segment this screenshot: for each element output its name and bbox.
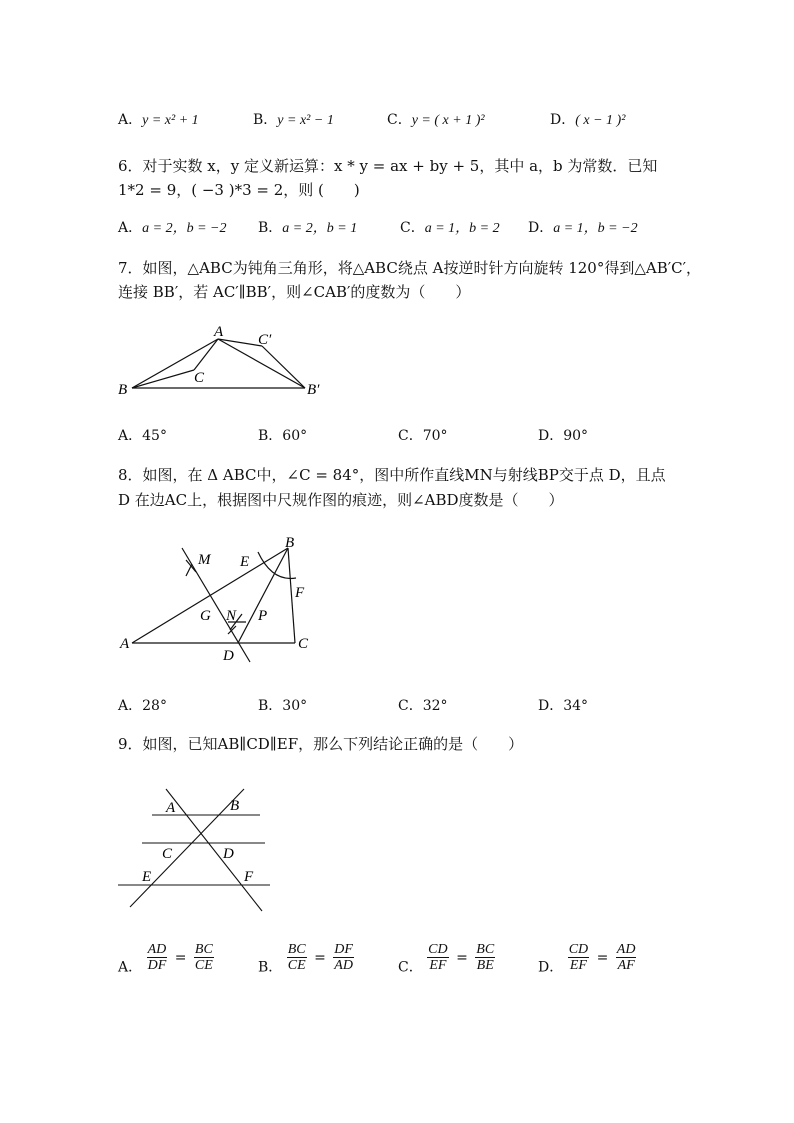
option-expr: y = x² − 1	[277, 113, 334, 128]
option-label: B．	[253, 112, 278, 128]
option-label: B．	[258, 959, 283, 976]
point-label-f: F	[244, 869, 254, 885]
point-label-b: B	[118, 382, 128, 398]
point-label-b-prime: B′	[307, 382, 320, 398]
q9-stem-line1: 9．如图，已知AB∥CD∥EF，那么下列结论正确的是（ ）	[118, 735, 524, 753]
q5-option-d	[550, 111, 625, 130]
option-text: a = 2，b = −2	[142, 221, 227, 236]
fraction-1	[147, 942, 168, 973]
fraction-1	[568, 942, 589, 973]
option-label: C．	[398, 428, 423, 444]
point-label-c: C	[162, 846, 173, 862]
q6-option-d	[528, 219, 638, 238]
option-label: B．	[258, 698, 283, 714]
fraction-2	[333, 942, 354, 973]
q8-stem-line1: 8．如图，在 Δ ABC中，∠C = 84°，图中所作直线MN与射线BP交于点 D，且点	[118, 466, 666, 484]
fraction-2	[475, 942, 495, 973]
option-label: D．	[550, 112, 576, 128]
option-expr: y = ( x + 1 )²	[411, 113, 485, 128]
q7-stem-line1: 7．如图，△ABC为钝角三角形，将△ABC绕点 A按逆时针方向旋转 120°得到△AB′C′，	[118, 259, 702, 277]
point-label-b: B	[285, 535, 295, 551]
fraction-1	[287, 942, 307, 973]
option-text: 32°	[422, 698, 448, 714]
q8-option-d	[538, 697, 588, 715]
option-label: D．	[538, 698, 564, 714]
q8-stem-line2: D 在边AC上，根据图中尺规作图的痕迹，则∠ABD度数是（ ）	[118, 491, 564, 509]
q6-option-b	[258, 219, 357, 238]
q7-option-c	[398, 427, 448, 445]
q8-option-b	[258, 697, 307, 715]
numerator: AD	[147, 942, 167, 957]
q6-stem-line2: 1*2 = 9，( −3 )*3 = 2，则 ( )	[118, 181, 360, 199]
point-label-f: F	[295, 585, 305, 601]
q5-option-c	[387, 111, 485, 130]
option-text: 34°	[563, 698, 589, 714]
denominator: DF	[147, 958, 167, 973]
point-label-n: N	[226, 608, 237, 624]
point-label-a: A	[214, 324, 224, 340]
point-label-p: P	[258, 608, 268, 624]
option-text: 90°	[563, 428, 589, 444]
option-label: A．	[118, 112, 143, 128]
q6-option-a	[118, 219, 226, 238]
option-text: 60°	[282, 428, 308, 444]
denominator: BE	[476, 958, 494, 973]
numerator: CD	[568, 942, 589, 957]
numerator: DF	[334, 942, 353, 957]
point-label-d: D	[223, 846, 234, 862]
option-text: a = 2，b = 1	[282, 221, 358, 236]
q7-stem-line2: 连接 BB′，若 AC′∥BB′，则∠CAB′的度数为（ ）	[118, 283, 471, 301]
q9-figure	[110, 775, 280, 920]
option-text: 30°	[282, 698, 308, 714]
q5-option-b	[253, 111, 334, 130]
denominator: EF	[569, 958, 587, 973]
point-label-m: M	[198, 552, 211, 568]
option-label: A．	[118, 220, 143, 236]
point-label-c: C	[194, 370, 205, 386]
equals-sign: =	[314, 949, 326, 966]
segment-ca	[194, 339, 218, 370]
denominator: AF	[617, 958, 635, 973]
fraction-2	[616, 942, 637, 973]
q7-option-d	[538, 427, 588, 445]
segment-ba	[132, 339, 218, 388]
point-label-d: D	[223, 648, 234, 664]
point-label-e: E	[142, 869, 152, 885]
option-label: D．	[538, 959, 564, 976]
point-label-g: G	[200, 608, 211, 624]
denominator: EF	[429, 958, 447, 973]
denominator: CE	[194, 958, 213, 973]
q7-option-a	[118, 427, 167, 445]
transversal-af	[166, 789, 262, 911]
q5-option-a	[118, 111, 199, 130]
option-label: C．	[400, 220, 425, 236]
option-text: a = 1，b = −2	[553, 221, 638, 236]
numerator: BC	[194, 942, 213, 957]
option-label: A．	[118, 428, 143, 444]
q9-option-c	[398, 942, 495, 977]
q8-option-a	[118, 697, 167, 715]
option-label: A．	[118, 698, 143, 714]
numerator: BC	[287, 942, 306, 957]
option-expr: y = x² + 1	[142, 113, 199, 128]
option-text: 70°	[422, 428, 448, 444]
q6-option-c	[400, 219, 500, 238]
option-label: B．	[258, 428, 283, 444]
option-text: 28°	[142, 698, 167, 714]
point-label-e: E	[240, 554, 250, 570]
option-label: C．	[387, 112, 412, 128]
q7-figure	[110, 318, 350, 408]
option-label: B．	[258, 220, 283, 236]
point-label-a: A	[120, 636, 130, 652]
option-expr: ( x − 1 )²	[575, 113, 626, 128]
equals-sign: =	[174, 949, 187, 966]
point-label-c: C	[298, 636, 309, 652]
point-label-a: A	[166, 800, 176, 816]
equals-sign: =	[456, 949, 468, 966]
numerator: AD	[616, 942, 636, 957]
q9-option-d	[538, 942, 636, 977]
fraction-1	[427, 942, 448, 973]
option-text: a = 1，b = 2	[424, 221, 500, 236]
option-text: 45°	[142, 428, 167, 444]
option-label: D．	[528, 220, 554, 236]
q6-stem-line1: 6．对于实数 x，y 定义新运算：x * y = ax + by + 5，其中 a，b 为常数．已知	[118, 157, 658, 175]
option-label: C．	[398, 959, 423, 976]
segment-bc	[132, 370, 194, 388]
q8-option-c	[398, 697, 448, 715]
option-label: C．	[398, 698, 423, 714]
segment-bc	[288, 548, 295, 643]
option-label: A．	[118, 959, 143, 976]
point-label-b: B	[230, 798, 240, 814]
point-label-c-prime: C′	[258, 332, 272, 348]
q9-option-a	[118, 942, 214, 977]
denominator: CE	[287, 958, 306, 973]
numerator: BC	[476, 942, 495, 957]
q8-figure	[110, 530, 340, 670]
option-label: D．	[538, 428, 564, 444]
equals-sign: =	[596, 949, 609, 966]
denominator: AD	[334, 958, 353, 973]
numerator: CD	[428, 942, 448, 957]
q7-option-b	[258, 427, 307, 445]
q9-option-b	[258, 942, 354, 977]
fraction-2	[194, 942, 214, 973]
